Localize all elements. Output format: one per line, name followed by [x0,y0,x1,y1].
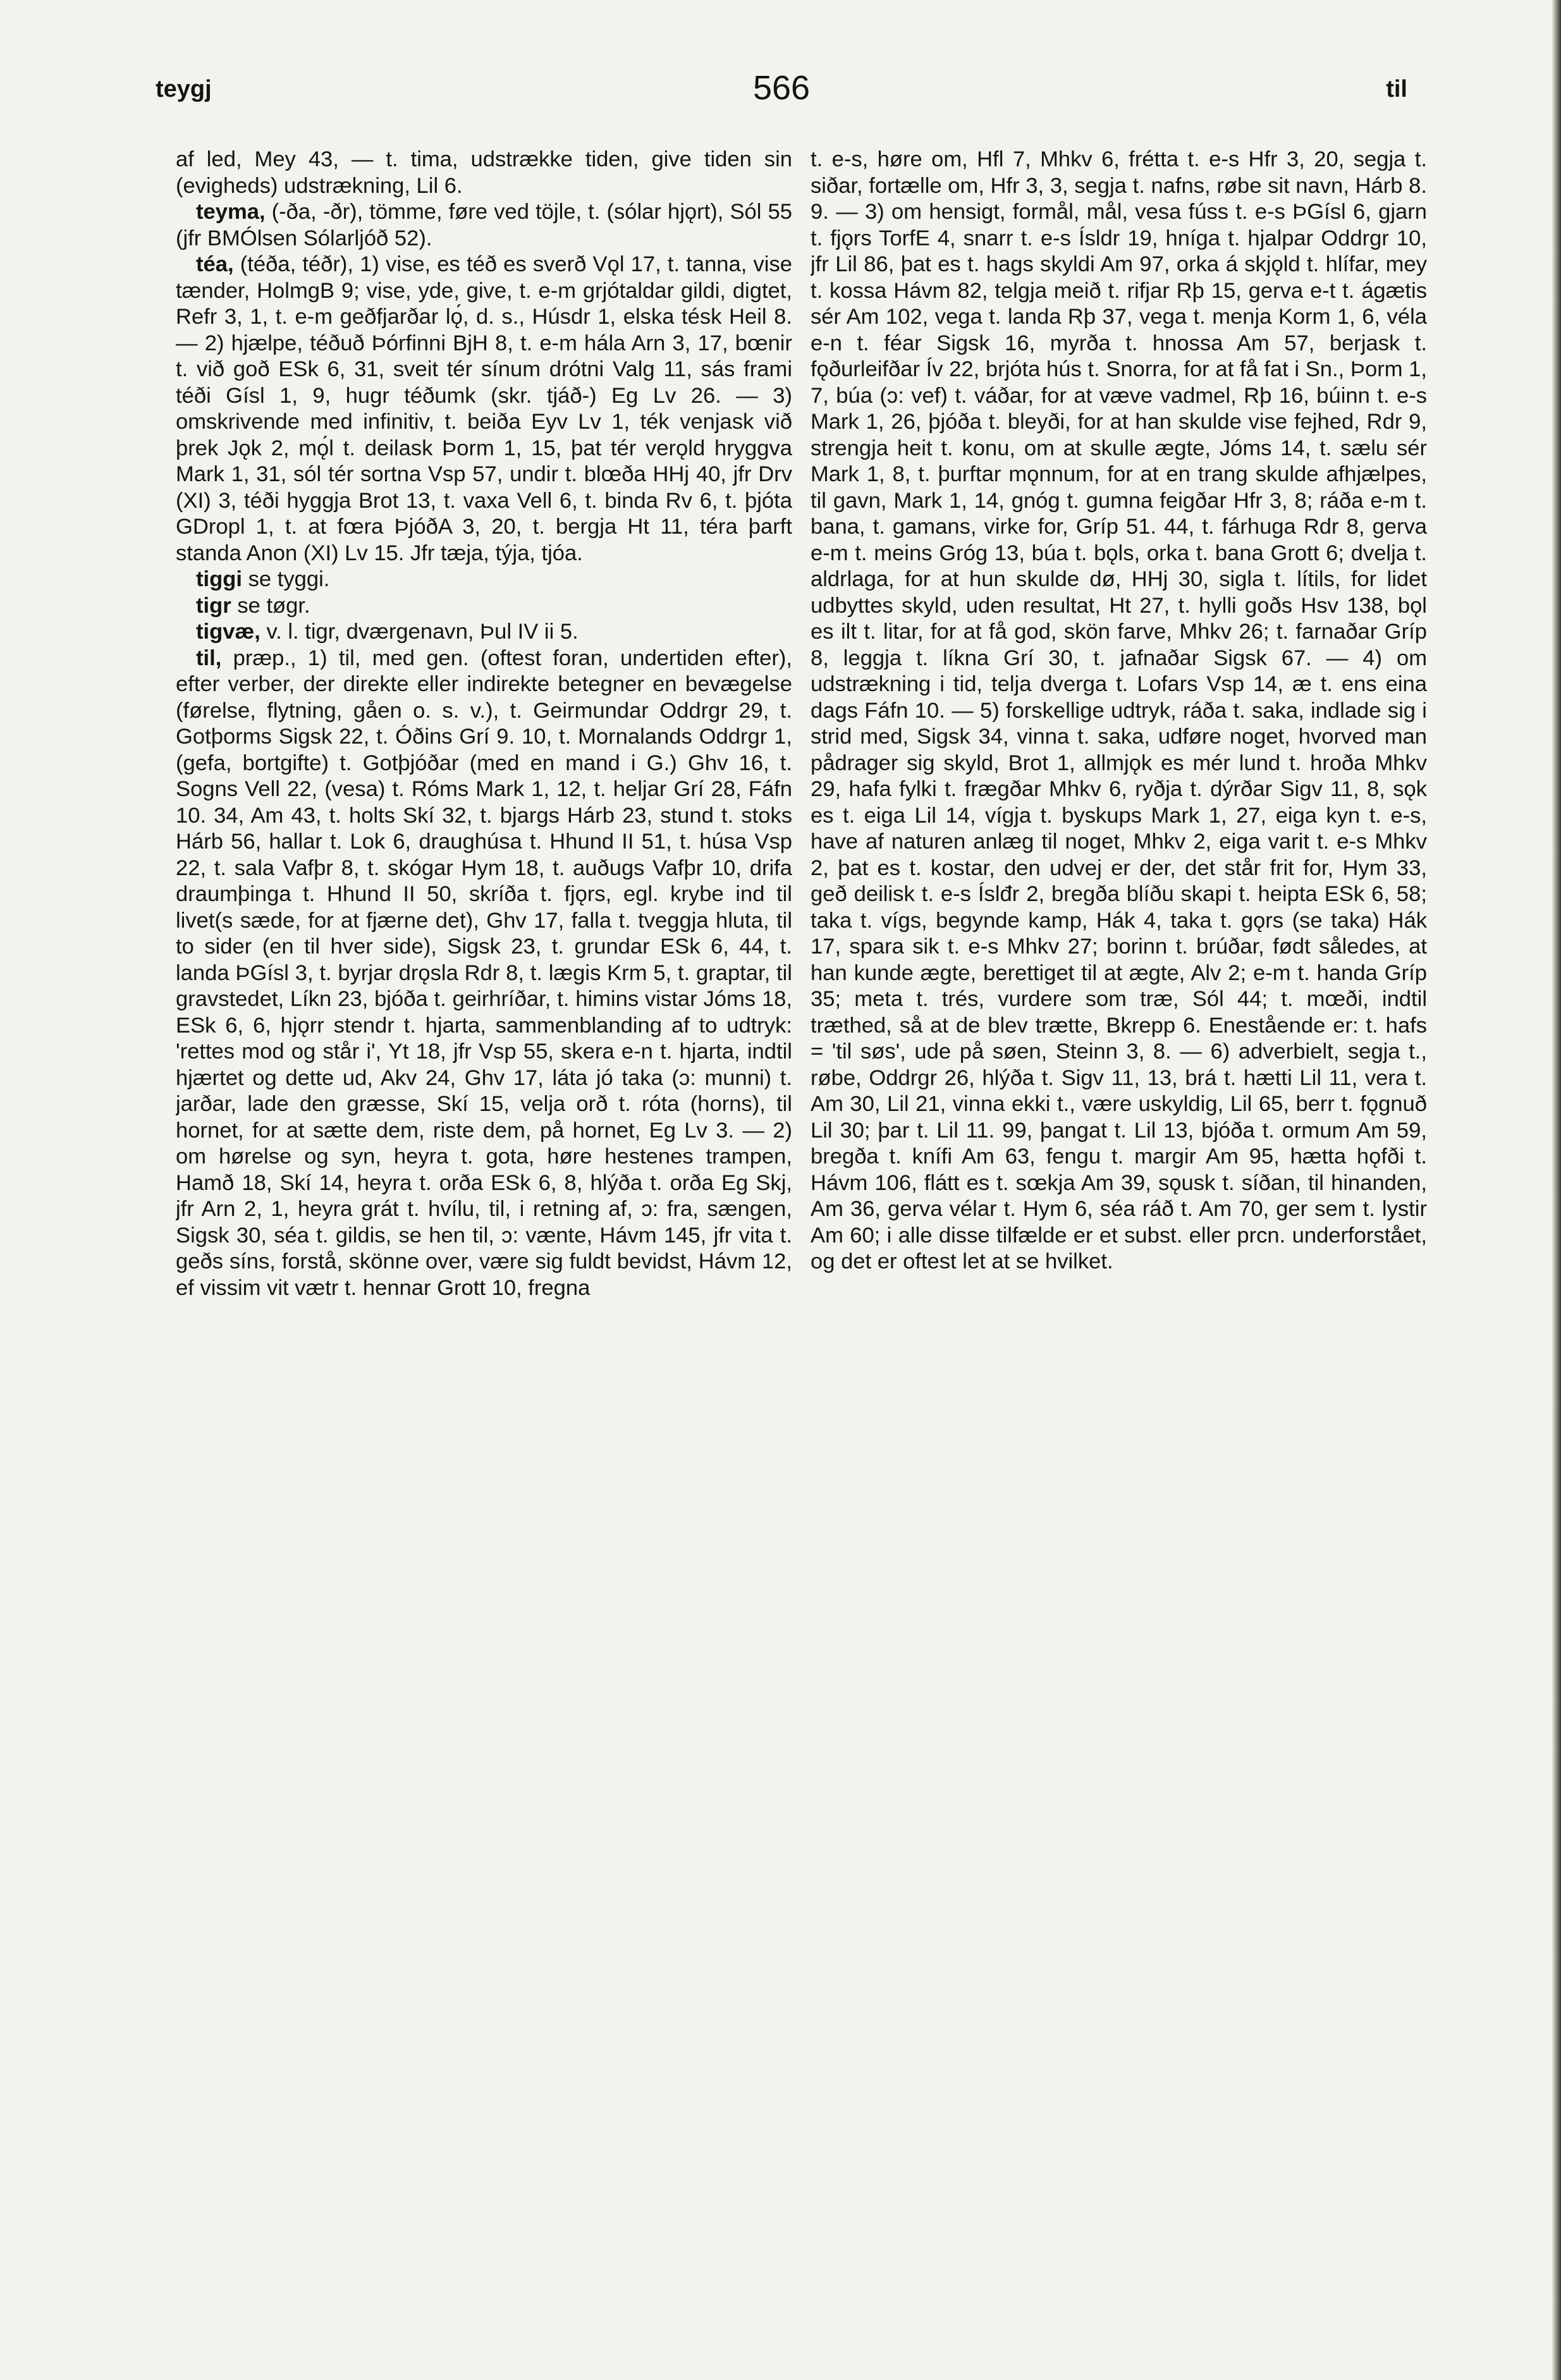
entry-text: v. l. tigr, dværgenavn, Þul IV ii 5. [266,620,578,644]
entry-text: af led, Mey 43, — t. tima, udstrække tiden, give tiden sin (evigheds) udstrækning, Lil 6. [176,147,792,198]
entry-text: (-ða, -ðr), tömme, føre ved töjle, t. (sólar hjǫrt), Sól 55 (jfr BMÓlsen Sólarljóð 52). [176,200,792,250]
guide-word-right: til [1386,76,1407,102]
entry-teyma [176,199,792,252]
headword: tigvæ, [196,620,260,644]
entry-tiggi [176,567,792,593]
right-column [811,147,1427,1275]
headword: teyma, [196,200,266,224]
guide-word-left: teygj [156,76,212,102]
headword: til, [196,646,222,670]
page-edge-shadow [1552,0,1561,2380]
entry-tea [176,252,792,567]
headword: tigr [196,593,231,618]
running-header [156,68,1407,119]
entry-tigr [176,593,792,620]
entry-continuation [176,147,792,199]
page-number: 566 [752,69,811,107]
entry-text: se tøgr. [237,593,310,618]
entry-tigvae [176,619,792,646]
entry-text: (téða, téðr), 1) vise, es téð es sverð Vǫl 17, t. tanna, vise tænder, HolmgB 9; vise, yde, give, t. e-m grjótaldar gildi, digtet, Refr 3, 1, t. e-m geðfjarðar lǫ́, d. s., Húsdr 1, elska tésk Heil 8. — 2) hjælpe, téðuð Þórfinni BjH 8, t. e-m hála Arn 3, 17, bœnir t. við goð ESk 6, 31, sveit tér sínum drótni Valg 11, sás frami téði Gísl 1, 9, hugr téðumk (skr. tjáð-) Eg Lv 26. — 3) omskrivende med infinitiv, t. beiða Eyv Lv 1, ték venjask við þrek Jǫk 2, mǫ́l t. deilask Þorm 1, 15, þat tér verǫld hryggva Mark 1, 31, sól tér sortna Vsp 57, undir t. blœða HHj 40, jfr Drv (XI) 3, téði hyggja Brot 13, t. vaxa Vell 6, t. binda Rv 6, t. þjóta GDropl 1, t. at fœra ÞjóðA 3, 20, t. bergja Ht 11, téra þarft standa Anon (XI) Lv 15. Jfr tæja, týja, tjóa. [176,252,792,565]
entry-text: præp., 1) til, med gen. (oftest foran, undertiden efter), efter verber, der direkte eller indirekte betegner en bevægelse (førelse, flytning, gåen o. s. v.), t. Geirmundar Oddrgr 29, t. Gotþorms Sigsk 22, t. Óðins Grí 9. 10, t. Mornalands Oddrgr 1, (gefa, bortgifte) t. Gotþjóðar (med en mand i G.) Ghv 16, t. Sogns Vell 22, (vesa) t. Róms Mark 1, 12, t. heljar Grí 28, Fáfn 10. 34, Am 43, t. holts Skí 32, t. bjargs Hárb 23, stund t. stoks Hárb 56, hallar t. Lok 6, draughúsa t. Hhund II 51, t. húsa Vsp 22, t. sala Vafþr 8, t. skógar Hym 18, t. auðugs Vafþr 10, drifa draumþinga t. Hhund II 50, skríða t. fjǫrs, egl. krybe ind til livet(s sæde, for at fjærne det), Ghv 17, falla t. tveggja hluta, til to sider (en til hver side), Sigsk 23, t. grundar ESk 6, 44, t. landa ÞGísl 3, t. byrjar drǫsla Rdr 8, t. lægis Krm 5, t. graptar, til gravstedet, Líkn 23, bjóða t. geirhríðar, t. himins vistar Jóms 18, ESk 6, 6, hjǫrr stendr t. hjarta, sammenblanding af to udtryk: 'rettes mod og står i', Yt 18, jfr Vsp 55, skera e-n t. hjarta, indtil hjærtet og dette ud, Akv 24, Ghv 17, láta jó taka (ɔ: munni) t. jarðar, lade den græsse, Skí 15, velja orð t. róta (horns), til hornet, for at sætte dem, riste dem, på hornet, Eg Lv 3. — 2) om hørelse og syn, heyra t. gota, høre hestenes trampen, Hamð 18, Skí 14, heyra t. orða ESk 6, 8, hlýða t. orða Eg Skj, jfr Arn 2, 1, heyra grát t. hvílu, til, i retning af, ɔ: fra, sængen, Sigsk 30, séa t. gildis, se hen til, ɔ: vænte, Hávm 145, jfr vita t. geðs síns, forstå, skönne over, være sig fuldt bevidst, Hávm 12, ef vissim vit vætr t. hennar Grott 10, fregna [176,646,792,1300]
left-column [176,147,792,1301]
entry-til [176,646,792,1302]
entry-text: t. e-s, høre om, Hfl 7, Mhkv 6, frétta t. e-s Hfr 3, 20, segja t. siðar, fortælle om, Hfr 3, 3, segja t. nafns, røbe sit navn, Hárb 8. 9. — 3) om hensigt, formål, mål, vesa fúss t. e-s ÞGísl 6, gjarn t. fjǫrs TorfE 4, snarr t. e-s Ísldr 19, hníga t. hjalpar Oddrgr 10, jfr Lil 86, þat es t. hags skyldi Am 97, orka á skjǫld t. hlífar, mey t. kossa Hávm 82, telgja meið t. rifjar Rþ 15, gerva e-t t. ágætis sér Am 102, vega t. landa Rþ 37, vega t. menja Korm 1, 6, véla e-n t. féar Sigsk 16, myrða t. hnossa Am 57, berjask t. fǫðurleifðar Ív 22, brjóta hús t. Snorra, for at få fat i Sn., Þorm 1, 7, búa (ɔ: vef) t. váðar, for at væve vadmel, Rþ 16, búinn t. e-s Mark 1, 26, þjóða t. bleyði, for at han skulde vise fejhed, Rdr 9, strengja heit t. konu, om at skulle ægte, Jóms 14, t. sælu sér Mark 1, 8, t. þurftar mǫnnum, for at en trang skulde afhjælpes, til gavn, Mark 1, 14, gnóg t. gumna feigðar Hfr 3, 8; ráða e-m t. bana, t. gamans, virke for, Gríp 51. 44, t. fárhuga Rdr 8, gerva e-m t. meins Gróg 13, búa t. bǫls, orka t. bana Grott 6; dvelja t. aldrlaga, for at hun skulde dø, HHj 30, sigla t. lítils, for lidet udbyttes skyld, uden resultat, Ht 27, t. hylli goðs Hsv 138, bǫl es ilt t. litar, for at få god, skön farve, Mhkv 26; t. farnaðar Gríp 8, leggja t. líkna Grí 30, t. jafnaðar Sigsk 67. — 4) om udstrækning i tid, telja dverga t. Lofars Vsp 14, æ t. ens eina dags Fáfn 10. — 5) forskellige udtryk, ráða t. saka, indlade sig i strid med, Sigsk 34, vinna t. saka, udføre noget, hvorved man pådrager sig skyld, Brot 1, allmjǫk es mér lund t. hroða Mhkv 29, hafa fylki t. frægðar Mhkv 6, ryðja t. dýrðar Sigv 11, 8, sǫk es t. eiga Lil 14, vígja t. byskups Mark 1, 27, eiga kyn t. e-s, have af naturen anlæg til noget, Mhkv 2, eiga varit t. e-s Mhkv 2, þat es t. kostar, den udvej er der, det står frit for, Hym 33, geð deilisk t. e-s Íslđr 2, bregða blíðu skapi t. heipta ESk 6, 58; taka t. vígs, begynde kamp, Hák 4, taka t. gǫrs (se taka) Hák 17, spara sik t. e-s Mhkv 27; borinn t. brúðar, født således, at han kunde ægte, berettiget til at ægte, Alv 2; e-m t. handa Gríp 35; meta t. trés, vurdere som træ, Sól 44; t. mœði, indtil træthed, så at de blev trætte, Bkrepp 6. Enestående er: t. hafs = 'til søs', ude på søen, Steinn 3, 8. — 6) adverbielt, segja t., røbe, Oddrgr 26, hlýða t. Sigv 11, 13, brá t. hætti Lil 11, vera t. Am 30, Lil 21, vinna ekki t., være uskyldig, Lil 65, berr t. fǫgnuð Lil 30; þar t. Lil 11. 99, þangat t. Lil 13, bjóða t. ormum Am 59, bregða t. knífi Am 63, fengu t. margir Am 95, hætta hǫfði t. Hávm 106, flátt es t. sœkja Am 39, sǫusk t. síðan, til hinanden, Am 36, gerva vélar t. Hym 6, séa ráð t. Am 70, ger sem t. lystir Am 60; i alle disse tilfælde er et subst. eller prcn. underforstået, og det er oftest let at se hvilket. [811,147,1427,1273]
headword: tiggi [196,567,242,591]
entry-text: se tyggi. [248,567,330,591]
entry-til-continued [811,147,1427,1275]
headword: téa, [196,252,234,276]
